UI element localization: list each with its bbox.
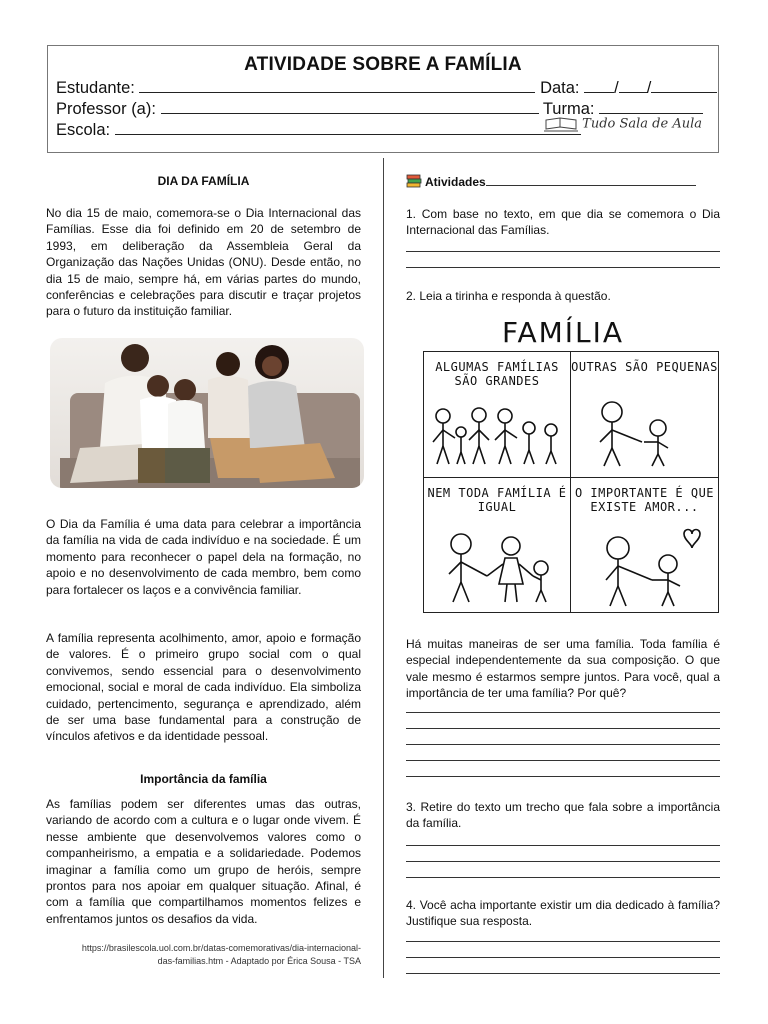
logo-text: Tudo Sala de Aula [582, 116, 702, 132]
question-2-text: Há muitas maneiras de ser uma família. Toda família é especial independentemente da sua composição. O que vale mesmo é estarmos sempre juntos. Para você, qual a importância de ter uma família? Por quê? [406, 637, 720, 701]
activities-label: Atividades [425, 175, 486, 189]
answer-lines-3 [406, 845, 720, 893]
comic-title: FAMÍLIA [501, 316, 625, 349]
answer-lines-4 [406, 941, 720, 989]
date-sep-2: / [646, 79, 652, 97]
school-field[interactable] [115, 121, 581, 135]
heart-icon [684, 530, 700, 549]
section-subtitle: Importância da família [140, 772, 267, 786]
answer-line[interactable] [406, 776, 720, 777]
date-month-field[interactable] [619, 79, 647, 93]
answer-line[interactable] [406, 845, 720, 846]
answer-line[interactable] [406, 728, 720, 729]
student-field[interactable] [139, 79, 535, 93]
brand-logo [544, 116, 702, 132]
date-day-field[interactable] [584, 79, 614, 93]
class-label: Turma: [542, 100, 595, 118]
date-sep-1: / [614, 79, 619, 97]
comic-caption-1: ALGUMAS FAMÍLIAS SÃO GRANDES [435, 360, 559, 388]
answer-lines-2 [406, 712, 720, 792]
answer-line[interactable] [406, 973, 720, 974]
worksheet-header [47, 45, 719, 153]
class-field[interactable] [599, 100, 703, 114]
answer-line[interactable] [406, 267, 720, 268]
comic-panel-4 [570, 477, 719, 613]
family-photo [50, 338, 364, 488]
worksheet-title: ATIVIDADE SOBRE A FAMÍLIA [244, 54, 522, 75]
answer-line[interactable] [406, 744, 720, 745]
family-figures-different [425, 532, 570, 608]
source-line-2: das-familias.htm - Adaptado por Érica Sousa - TSA [157, 956, 361, 966]
activities-heading [406, 174, 720, 190]
date-label: Data: [540, 79, 580, 97]
date-year-field[interactable] [651, 79, 717, 93]
teacher-label: Professor (a): [56, 100, 156, 118]
student-row [56, 79, 717, 98]
comic-caption-4: O IMPORTANTE É QUE EXISTE AMOR... [574, 486, 715, 514]
comic-caption-2: OUTRAS SÃO PEQUENAS [571, 360, 718, 374]
source-line-1: https://brasilescola.uol.com.br/datas-comemorativas/dia-internacional- [81, 943, 361, 953]
answer-line[interactable] [406, 760, 720, 761]
school-label: Escola: [56, 121, 111, 139]
comic-panel-1 [423, 351, 571, 478]
student-label: Estudante: [56, 79, 135, 97]
answer-line[interactable] [406, 861, 720, 862]
family-figures-large [425, 404, 570, 474]
comic-panel-2 [570, 351, 719, 478]
answer-line[interactable] [406, 877, 720, 878]
answer-line[interactable] [406, 957, 720, 958]
school-row [56, 121, 581, 140]
comic-panel-3 [423, 477, 571, 613]
paragraph-4: As famílias podem ser diferentes umas das outras, variando de acordo com a cultura e o lugar onde vivem. É nesse ambiente que desenvolvemos valores como o companheirismo, a empatia e a solidariedade. Podemos imaginar a família como um grupo de heróis, sempre prontos para nos apoiar em qualquer situação. Afinal, é com a família que compartilhamos momentos felizes e enfrentamos juntos os desafios da vida. [46, 797, 361, 926]
question-4: 4. Você acha importante existir um dia dedicado à família? Justifique sua resposta. [406, 898, 720, 929]
family-figures-small [572, 400, 717, 472]
answer-lines-1 [406, 251, 720, 283]
comic-caption-3: NEM TODA FAMÍLIA É IGUAL [427, 486, 567, 514]
paragraph-2: O Dia da Família é uma data para celebrar a importância da família na vida de cada indivíduo e na sociedade. É um momento para reconhecer o papel dela na formação, no apoio e no desenvolvimento de cada membro, bem como para fortalecer os laços e a convivência familiar. [46, 517, 361, 597]
source-citation [46, 942, 361, 968]
question-3: 3. Retire do texto um trecho que fala sobre a importância da família. [406, 800, 720, 831]
paragraph-3: A família representa acolhimento, amor, apoio e formação de valores. É o primeiro grupo social com o qual convivemos, sendo essencial para o desenvolvimento emocional, social e moral de cada indivíduo. Ela simboliza cuidado, pertencimento, segurança e aprendizado, além de ser uma base fundamental para a construção de vínculos afetivos e da identidade pessoal. [46, 631, 361, 744]
family-figures-love [572, 528, 717, 612]
paragraph-1: No dia 15 de maio, comemora-se o Dia Internacional das Famílias. Esse dia foi definido em 20 de setembro de 1993, em deliberação da Assembleia Geral da Organização das Nações Unidas (ONU). Desde então, no dia 15 de maio, sempre há, em várias partes do mundo, conferências e celebrações para discutir e traçar projetos para o futuro da instituição familiar. [46, 206, 361, 319]
answer-line[interactable] [406, 941, 720, 942]
column-divider [383, 158, 384, 978]
answer-line[interactable] [406, 712, 720, 713]
book-stack-icon [406, 174, 422, 188]
answer-line[interactable] [406, 251, 720, 252]
question-2: 2. Leia a tirinha e responda à questão. [406, 289, 611, 303]
activities-underline [486, 175, 696, 186]
teacher-field[interactable] [161, 100, 539, 114]
article-title: DIA DA FAMÍLIA [157, 174, 250, 188]
question-1: 1. Com base no texto, em que dia se comemora o Dia Internacional das Famílias. [406, 207, 720, 238]
open-book-icon [544, 116, 578, 132]
